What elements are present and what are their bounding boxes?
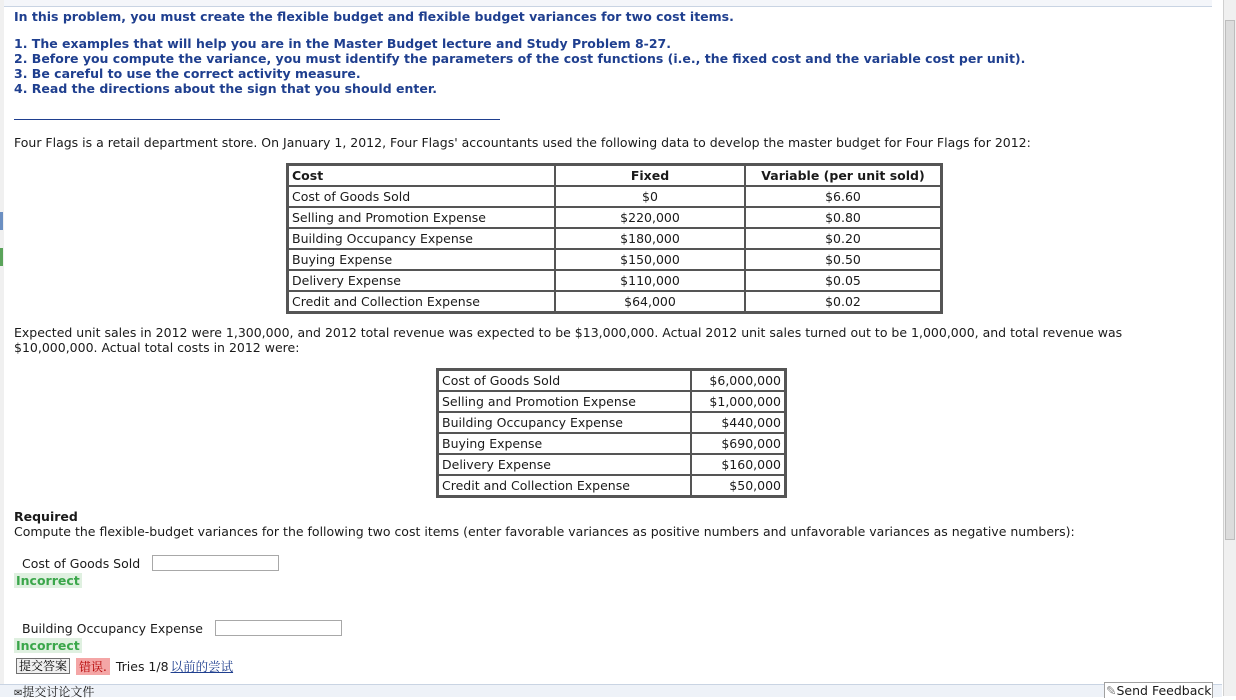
discussion-link[interactable]	[14, 683, 94, 700]
left-edge-marker	[0, 248, 3, 266]
question-building-occupancy	[22, 620, 342, 636]
table-row	[438, 475, 785, 496]
submit-row	[16, 657, 233, 675]
fixed-cost: $0	[555, 186, 745, 207]
cost-name: Building Occupancy Expense	[288, 228, 555, 249]
table-row	[288, 270, 941, 291]
question-cogs	[22, 555, 279, 571]
instruction-item: 2. Before you compute the variance, you must identify the parameters of the cost functions (i.e., the fixed cost and the variable cost per unit).	[14, 51, 1026, 66]
table-row	[288, 186, 941, 207]
table-row	[288, 207, 941, 228]
bottom-bar	[0, 684, 1222, 697]
header-variable: Variable (per unit sold)	[745, 165, 941, 186]
fixed-cost: $110,000	[555, 270, 745, 291]
required-heading: Required	[14, 509, 78, 524]
problem-intro: In this problem, you must create the flexible budget and flexible budget variances for two cost items.	[14, 9, 734, 24]
fixed-cost: $150,000	[555, 249, 745, 270]
header-cost: Cost	[288, 165, 555, 186]
table-header-row	[288, 165, 941, 186]
table-row	[288, 228, 941, 249]
separator-line	[14, 119, 500, 120]
tries-counter: Tries 1/8	[115, 658, 169, 674]
actual-cost: $160,000	[691, 454, 785, 475]
variable-cost: $0.80	[745, 207, 941, 228]
cogs-variance-input[interactable]	[152, 555, 279, 571]
fixed-cost: $64,000	[555, 291, 745, 312]
status-incorrect	[14, 573, 82, 588]
header-fixed: Fixed	[555, 165, 745, 186]
variable-cost: $0.50	[745, 249, 941, 270]
instruction-item: 3. Be careful to use the correct activity measure.	[14, 66, 361, 81]
cost-name: Cost of Goods Sold	[288, 186, 555, 207]
discussion-icon: ✉	[14, 688, 23, 699]
feedback-label: Send Feedback	[1116, 683, 1212, 698]
actual-cost: $6,000,000	[691, 370, 785, 391]
master-budget-table	[286, 163, 943, 314]
scrollbar-thumb[interactable]	[1225, 20, 1235, 540]
vertical-scrollbar[interactable]	[1223, 0, 1236, 696]
incorrect-label: Incorrect	[16, 638, 80, 653]
fixed-cost: $220,000	[555, 207, 745, 228]
incorrect-label: Incorrect	[16, 573, 80, 588]
table-row	[288, 291, 941, 312]
required-text: Compute the flexible-budget variances for the following two cost items (enter favorable variances as positive numbers and unfavorable variances as negative numbers):	[14, 524, 1075, 539]
cost-name: Cost of Goods Sold	[438, 370, 691, 391]
cost-name: Credit and Collection Expense	[438, 475, 691, 496]
cost-name: Selling and Promotion Expense	[288, 207, 555, 228]
building-occupancy-variance-input[interactable]	[215, 620, 342, 636]
actual-cost: $690,000	[691, 433, 785, 454]
cost-name: Buying Expense	[288, 249, 555, 270]
variable-cost: $6.60	[745, 186, 941, 207]
left-edge	[0, 0, 4, 696]
actual-costs-table	[436, 368, 787, 498]
instruction-item: 1. The examples that will help you are in the Master Budget lecture and Study Problem 8-27.	[14, 36, 672, 51]
scenario-paragraph: Four Flags is a retail department store. On January 1, 2012, Four Flags' accountants used the following data to develop the master budget for Four Flags for 2012:	[14, 135, 1031, 150]
cost-name: Building Occupancy Expense	[438, 412, 691, 433]
left-edge-marker	[0, 212, 3, 230]
previous-attempts-link[interactable]: 以前的尝试	[170, 659, 234, 674]
actual-cost: $50,000	[691, 475, 785, 496]
cost-name: Delivery Expense	[288, 270, 555, 291]
fixed-cost: $180,000	[555, 228, 745, 249]
table-row	[438, 412, 785, 433]
question-label: Cost of Goods Sold	[22, 555, 141, 571]
table-row	[438, 370, 785, 391]
cost-name: Delivery Expense	[438, 454, 691, 475]
error-badge: 错误.	[76, 658, 110, 675]
cost-name: Credit and Collection Expense	[288, 291, 555, 312]
variable-cost: $0.05	[745, 270, 941, 291]
pencil-icon: ✎	[1106, 683, 1117, 698]
actual-cost: $1,000,000	[691, 391, 785, 412]
table-row	[438, 433, 785, 454]
instruction-item: 4. Read the directions about the sign that you should enter.	[14, 81, 437, 96]
cost-name: Selling and Promotion Expense	[438, 391, 691, 412]
sales-paragraph: Expected unit sales in 2012 were 1,300,000, and 2012 total revenue was expected to be $13,000,000. Actual 2012 unit sales turned out to be 1,000,000, and total revenue was $10,000,000. Actual total costs in 2012 were:	[14, 325, 1123, 355]
table-row	[438, 454, 785, 475]
cost-name: Buying Expense	[438, 433, 691, 454]
submit-answer-button[interactable]: 提交答案	[16, 658, 70, 674]
variable-cost: $0.20	[745, 228, 941, 249]
table-row	[438, 391, 785, 412]
instructions-list	[14, 36, 1025, 96]
status-incorrect	[14, 638, 82, 653]
discussion-label: 提交讨论文件	[22, 685, 95, 699]
top-border	[0, 0, 1212, 7]
table-row	[288, 249, 941, 270]
variable-cost: $0.02	[745, 291, 941, 312]
question-label: Building Occupancy Expense	[22, 620, 203, 636]
actual-cost: $440,000	[691, 412, 785, 433]
